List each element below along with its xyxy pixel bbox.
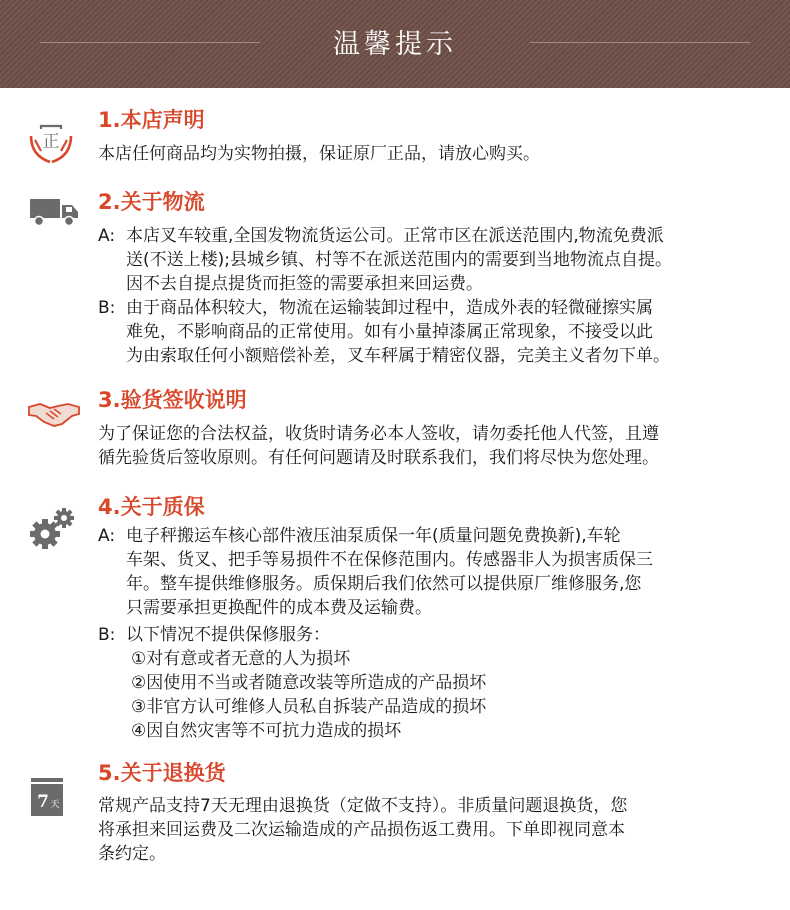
seven-day-icon <box>28 776 66 818</box>
item-text-b <box>126 296 670 368</box>
text-line: 车架、货叉、把手等易损件不在保修范围内。传感器非人为损害质保三 <box>126 550 653 570</box>
text-line: 为了保证您的合法权益，收货时请务必本人签收，请勿委托他人代签，且遵 <box>98 424 659 444</box>
page-title: 温馨提示 <box>333 29 457 60</box>
zheng-hands-icon <box>28 120 74 164</box>
section-title: 1.本店声明 <box>98 108 205 132</box>
text-line: 因不去自提点提货而拒签的需要承担来回运费。 <box>126 274 483 294</box>
gears-icon <box>28 505 76 551</box>
truck-icon <box>28 196 80 228</box>
text-line: 只需要承担更换配件的成本费及运输费。 <box>126 598 432 618</box>
item-label-b: B: <box>98 625 116 645</box>
section-title: 4.关于质保 <box>98 495 205 519</box>
section-title: 2.关于物流 <box>98 190 205 214</box>
exclusion-list <box>131 647 486 743</box>
header-banner <box>0 0 790 88</box>
section-text <box>98 422 659 470</box>
text-line: 年。整车提供维修服务。质保期后我们依然可以提供原厂维修服务,您 <box>126 574 642 594</box>
item-text-a <box>126 524 653 620</box>
banner-divider-right <box>530 42 750 43</box>
svg-text:正: 正 <box>42 132 60 152</box>
section-title: 5.关于退换货 <box>98 761 226 785</box>
svg-text:7: 7 <box>37 792 49 812</box>
item-label-b: B: <box>98 298 116 318</box>
text-line: 条约定。 <box>98 844 166 864</box>
handshake-icon <box>28 398 80 428</box>
section-title: 3.验货签收说明 <box>98 388 247 412</box>
item-label-a: A: <box>98 526 116 546</box>
item-text-a <box>126 224 672 296</box>
list-item: ②因使用不当或者随意改装等所造成的产品损坏 <box>131 673 487 693</box>
list-item: ③非官方认可维修人员私自拆装产品造成的损坏 <box>131 697 487 717</box>
text-line: 为由索取任何小额赔偿补差，叉车秤属于精密仪器，完美主义者勿下单。 <box>126 346 670 366</box>
section-text: 本店任何商品均为实物拍摄，保证原厂正品，请放心购买。 <box>98 144 540 164</box>
item-text-b: 以下情况不提供保修服务： <box>126 625 330 645</box>
text-line: 常规产品支持7天无理由退换货（定做不支持）。非质量问题退换货，您 <box>98 796 628 816</box>
item-label-a: A: <box>98 226 116 246</box>
text-line: 电子秤搬运车核心部件液压油泵质保一年(质量问题免费换新),车轮 <box>126 526 621 546</box>
text-line: 本店叉车较重,全国发物流货运公司。正常市区在派送范围内,物流免费派 <box>126 226 664 246</box>
text-line: 循先验货后签收原则。有任何问题请及时联系我们，我们将尽快为您处理。 <box>98 448 659 468</box>
section-text <box>98 794 627 866</box>
text-line: 由于商品体积较大，物流在运输装卸过程中，造成外表的轻微碰擦实属 <box>126 298 653 318</box>
text-line: 送(不送上楼);县城乡镇、村等不在派送范围内的需要到当地物流点自提。 <box>126 250 672 270</box>
list-item: ①对有意或者无意的人为损坏 <box>131 649 351 669</box>
svg-text:天: 天 <box>50 800 60 810</box>
text-line: 难免，不影响商品的正常使用。如有小量掉漆属正常现象，不接受以此 <box>126 322 653 342</box>
list-item: ④因自然灾害等不可抗力造成的损坏 <box>131 721 402 741</box>
text-line: 将承担来回运费及二次运输造成的产品损伤返工费用。下单即视同意本 <box>98 820 625 840</box>
